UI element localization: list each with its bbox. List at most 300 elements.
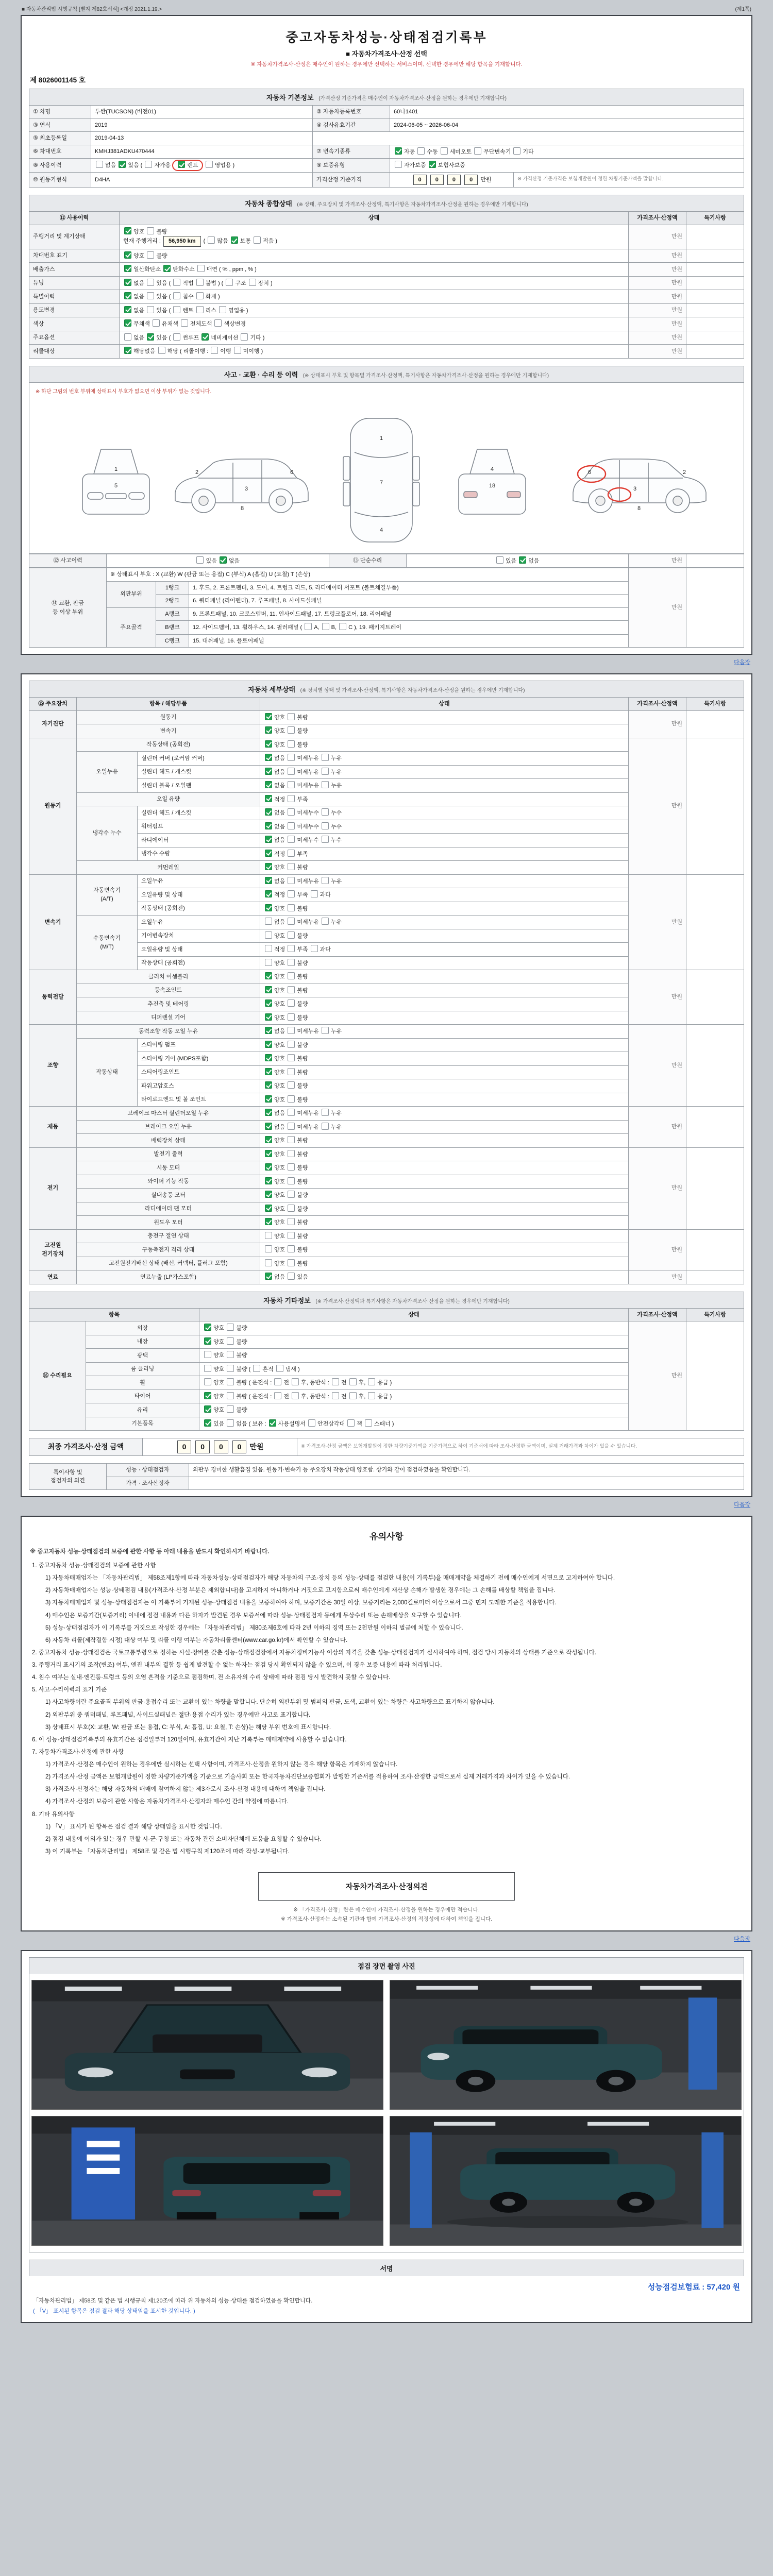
- table-cell: 오일누유: [77, 752, 138, 793]
- checkbox-empty-icon: [288, 836, 295, 843]
- table-row: [29, 568, 744, 582]
- table-cell: 양호 불량: [260, 956, 629, 970]
- checkbox-empty-icon: [265, 931, 272, 939]
- table-cell: 타이어: [86, 1389, 199, 1403]
- checkbox-checked-icon: [265, 754, 272, 761]
- table-cell: 해당없음 해당 ( 리콜이행 : 이행 미이행 ): [120, 345, 629, 359]
- inspection-period-value: 2024-06-05 ~ 2026-06-04: [390, 118, 744, 132]
- checkbox-empty-icon: [288, 822, 295, 829]
- checkbox-empty-icon: [274, 1378, 281, 1385]
- model-year-value: 2019: [91, 118, 313, 132]
- table-cell: 작동상태 (공회전): [77, 738, 260, 752]
- table-cell: [686, 554, 744, 568]
- table-row: [29, 172, 744, 188]
- section-photos-title: 점검 장면 촬영 사진: [358, 1962, 415, 1970]
- vin-value: KMHJ381ADKU470444: [91, 145, 313, 159]
- table-cell: 오일누유: [138, 916, 260, 929]
- table-cell: 양호 불량: [199, 1335, 629, 1349]
- table-cell: 양호 불량: [260, 1243, 629, 1257]
- notice-line: 1. 중고자동차 성능·상태점검의 보증에 관한 사항: [32, 1563, 156, 1569]
- notice-line: 8. 기타 유의사항: [32, 1811, 75, 1818]
- group-powertrain: 동력전달: [29, 970, 77, 1025]
- table-cell: 1. 후드, 2. 프론트펜더, 3. 도어, 4. 트렁크 리드, 5. 라디에이터 서포트 (볼트체결부품): [189, 581, 629, 595]
- boxed-value: 56,950 km: [163, 236, 201, 247]
- table-cell: 실린더 블록 / 오일팬: [138, 779, 260, 793]
- table-cell: 양호 불량: [260, 984, 629, 997]
- table-cell: [686, 1321, 744, 1431]
- checkbox-checked-icon: [119, 161, 126, 168]
- table-cell: 작동상태 (공회전): [138, 902, 260, 916]
- checkbox-empty-icon: [311, 945, 318, 952]
- reg-no-value: 60나1401: [390, 106, 744, 119]
- checkbox-empty-icon: [322, 1027, 329, 1034]
- table-cell: [686, 970, 744, 1025]
- table-cell: 만원: [629, 874, 686, 970]
- field-label-inspection-period: ④ 검사유효기간: [313, 118, 390, 132]
- checkbox-empty-icon: [227, 1419, 234, 1427]
- table-cell: [313, 132, 744, 145]
- table-cell: 만원: [629, 317, 686, 331]
- table-cell: 양호 불량: [260, 970, 629, 984]
- document-number: 제 8026001145 호: [30, 76, 86, 84]
- diagram-num-front-fender-l: 2: [195, 469, 199, 476]
- checkbox-empty-icon: [265, 959, 272, 966]
- table-cell: 기어변속장치: [138, 929, 260, 943]
- table-row: [29, 1270, 744, 1284]
- table-cell: 브레이크 오일 누유: [77, 1120, 260, 1134]
- card-main-info: [21, 15, 752, 655]
- group-brake: 제동: [29, 1107, 77, 1148]
- checkbox-empty-icon: [349, 1392, 357, 1399]
- notice-line: 2) 가격조사·산정 금액은 보험개발원이 정한 차량기준가액을 기준으로 기술사회 또는 한국자동차진단보증협회가 발행한 기준서를 적용하여 조사·산정한 금액으로서 실제 거래가격과 차이가 있을 수 있습니다.: [45, 1774, 570, 1781]
- main-frame-group: 주요골격: [107, 607, 156, 648]
- checkbox-empty-icon: [322, 877, 329, 884]
- checkbox-empty-icon: [288, 754, 295, 761]
- table-cell: 양호 불량 ( 흔적 냄새 ): [199, 1362, 629, 1376]
- checkbox-checked-icon: [124, 227, 131, 234]
- table-cell: 양호 불량: [260, 1189, 629, 1202]
- checkbox-empty-icon: [322, 808, 329, 816]
- table-cell: 양호 불량: [260, 1065, 629, 1079]
- overall-status-table: [29, 211, 744, 359]
- final-price-table: [29, 1438, 744, 1456]
- table-cell: [686, 738, 744, 874]
- row-odometer: 주행거리 및 계기상태: [29, 225, 120, 249]
- checkbox-empty-icon: [265, 1259, 272, 1266]
- checkbox-empty-icon: [322, 754, 329, 761]
- table-cell: 오일누유: [138, 874, 260, 888]
- diagram-num-sill-r: 8: [637, 505, 641, 512]
- inspector-label: 성능 · 상태점검자: [107, 1464, 189, 1477]
- table-cell: 양호 불량: [199, 1321, 629, 1335]
- table-row: [29, 145, 744, 159]
- table-cell: 워터펌프: [138, 820, 260, 834]
- section-basic-note: (가격산정 기준가격은 매수인이 자동차가격조사·산정을 원하는 경우에만 기재합니다): [318, 96, 507, 101]
- field-label-vin: ⑥ 차대번호: [29, 145, 91, 159]
- table-cell: 작동상태: [77, 1038, 138, 1107]
- table-cell: 등속조인트: [77, 984, 260, 997]
- table-cell: 없음 미세누수 누수: [260, 834, 629, 848]
- table-cell: 기본품목: [86, 1417, 199, 1431]
- table-cell: 상태: [260, 698, 629, 711]
- table-cell: 만원: [629, 1147, 686, 1229]
- table-row: [29, 874, 744, 888]
- field-label-model-year: ③ 연식: [29, 118, 91, 132]
- base-price-value: 0 0 0 0 만원: [390, 172, 514, 188]
- table-cell: [686, 345, 744, 359]
- next-page-link[interactable]: 다음장: [734, 659, 750, 666]
- table-cell: 양호 불량: [260, 1257, 629, 1270]
- checkbox-empty-icon: [211, 347, 218, 354]
- accident-history-label: ⑫ 사고이력: [29, 554, 107, 568]
- table-cell: 1랭크: [156, 581, 189, 595]
- warranty-type-value: 자가보증 보험사보증: [390, 159, 744, 173]
- checkbox-empty-icon: [339, 623, 346, 630]
- lift-post: [688, 1997, 717, 2090]
- table-row: [29, 345, 744, 359]
- diagram-num-door-r: 3: [633, 485, 637, 492]
- table-cell: 광택: [86, 1349, 199, 1363]
- row-usage-change: 용도변경: [29, 303, 120, 317]
- checkbox-checked-icon: [163, 265, 171, 272]
- checkbox-empty-icon: [234, 347, 241, 354]
- table-cell: 없음 미세누유 누유: [260, 779, 629, 793]
- engine-type-value: D4HA: [91, 172, 313, 188]
- checkbox-checked-icon: [395, 147, 402, 155]
- diagram-num-trunk: 4: [379, 527, 383, 533]
- checkbox-empty-icon: [147, 306, 154, 313]
- checkbox-empty-icon: [265, 945, 272, 952]
- overall-status-body: [29, 212, 744, 359]
- checkbox-checked-icon: [204, 1405, 211, 1413]
- notice-line: 3) 이 기록부는 「자동차관리법」 제58조 및 같은 법 시행규칙 제120조에 따라 작성·교부됩니다.: [45, 1848, 290, 1855]
- checkbox-empty-icon: [322, 1109, 329, 1116]
- table-cell: 스티어링조인트: [138, 1065, 260, 1079]
- table-cell: 양호 불량: [120, 249, 629, 263]
- table-cell: 원동기: [77, 710, 260, 724]
- table-cell: 만원: [629, 970, 686, 1025]
- section-etc-note: (※ 가격조사·산정액과 특기사항은 자동차가격조사·산정을 원하는 경우에만 기재합니다): [315, 1298, 510, 1304]
- table-cell: [686, 710, 744, 738]
- row-vin-marking: 차대번호 표기: [29, 249, 120, 263]
- table-row: [29, 1477, 744, 1490]
- diagram-num-rear-panel: 18: [489, 482, 496, 489]
- accident-legend-table: [29, 568, 744, 648]
- checkbox-empty-icon: [204, 1365, 211, 1372]
- checkbox-empty-icon: [288, 890, 295, 897]
- final-price-note: ※ 가격조사·산정 금액은 보험개발원이 정한 차량기준가액을 기준가격으로 하여 기준서에 따라 조사·산정한 금액이며, 실제 거래가격과 차이가 있을 수 있습니다.: [297, 1438, 744, 1456]
- checkbox-empty-icon: [288, 1109, 295, 1116]
- table-row: [29, 1025, 744, 1039]
- table-cell: 무채색 유채색 전체도색 색상변경: [120, 317, 629, 331]
- table-cell: 스티어링 펌프: [138, 1038, 260, 1052]
- sign-check-note-line: ( 「V」 표시된 항목은 점검 결과 해당 상태임을 표시한 것입니다. ): [33, 2308, 195, 2314]
- checkbox-empty-icon: [288, 1068, 295, 1075]
- section-detail-title: 자동차 세부상태: [248, 686, 295, 693]
- table-cell: [686, 225, 744, 249]
- table-cell: [686, 290, 744, 304]
- checkbox-checked-icon: [147, 333, 154, 341]
- simple-repair-value: 있음 없음: [406, 554, 629, 568]
- table-cell: 냉각수 누수: [77, 806, 138, 861]
- etc-info-table: [29, 1308, 744, 1431]
- table-cell: 오일 유량: [77, 792, 260, 806]
- table-cell: 실린더 커버 (로커암 커버): [138, 752, 260, 766]
- checkbox-empty-icon: [288, 1163, 295, 1171]
- status-code-legend: ※ 상태표시 부호 : X (교환) W (판금 또는 용접) C (부식) A (흠집) U (요철) T (손상): [107, 568, 629, 582]
- table-cell: 양호 불량: [260, 1011, 629, 1025]
- checkbox-checked-icon: [124, 265, 131, 272]
- inspection-photo-rear-banner: [31, 2116, 383, 2246]
- table-cell: 일산화탄소 탄화수소 매연 ( % , ppm , % ): [120, 263, 629, 277]
- checkbox-checked-icon: [265, 1013, 272, 1021]
- notice-line: 1) 가격조사·산정은 매수인이 원하는 경우에만 실시하는 선택 사항이며, 가격조사·산정을 원하지 않는 경우 해당 항목은 기재하지 않습니다.: [45, 1761, 398, 1768]
- table-cell: C랭크: [156, 634, 189, 648]
- checkbox-empty-icon: [147, 279, 154, 286]
- section-accident-header: [29, 366, 744, 382]
- table-row: [29, 106, 744, 119]
- checkbox-empty-icon: [288, 1191, 295, 1198]
- table-cell: [686, 249, 744, 263]
- checkbox-checked-icon: [265, 1273, 272, 1280]
- group-transmission: 변속기: [29, 874, 77, 970]
- checkbox-checked-icon: [265, 768, 272, 775]
- next-page-link[interactable]: 다음장: [734, 1502, 750, 1508]
- etc-info-body: [29, 1308, 744, 1431]
- table-cell: 수동변속기 (M/T): [77, 916, 138, 970]
- checkbox-empty-icon: [322, 623, 329, 630]
- diagram-num-front-fender-r: 2: [682, 469, 686, 476]
- table-cell: 만원: [629, 1270, 686, 1284]
- document-title: 중고자동차성능·상태점검기록부: [285, 30, 488, 45]
- field-label-engine-type: ⑩ 원동기형식: [29, 172, 91, 188]
- checkbox-empty-icon: [214, 319, 222, 327]
- table-cell: 양호 불량: [260, 997, 629, 1011]
- boxed-value: 0: [195, 1440, 210, 1453]
- checkbox-checked-icon: [265, 781, 272, 788]
- table-cell: 6. 쿼터패널 (리어펜더), 7. 루프패널, 8. 사이드실패널: [189, 595, 629, 608]
- table-cell: [686, 1229, 744, 1270]
- checkbox-checked-icon: [265, 877, 272, 884]
- field-label-base-price: 가격산정 기준가격: [313, 172, 390, 188]
- table-cell: 유리: [86, 1403, 199, 1417]
- checkbox-empty-icon: [322, 768, 329, 775]
- checkbox-checked-icon: [124, 279, 131, 286]
- table-cell: ⑮ 주요장치: [29, 698, 77, 711]
- checkbox-empty-icon: [227, 1405, 234, 1413]
- group-electric: 전기: [29, 1147, 77, 1229]
- appraiser-label: 가격 · 조사산정자: [107, 1477, 189, 1490]
- card-detail-status: [21, 673, 752, 1497]
- checkbox-empty-icon: [288, 1081, 295, 1089]
- table-cell: 양호 불량: [260, 1229, 629, 1243]
- lift-post-right: [701, 2132, 724, 2228]
- table-cell: 양호 불량: [199, 1403, 629, 1417]
- table-cell: 윈도우 모터: [77, 1216, 260, 1230]
- checkbox-empty-icon: [292, 1378, 299, 1385]
- next-page-link[interactable]: 다음장: [734, 1936, 750, 1942]
- table-cell: 없음 미세누유 누유: [260, 765, 629, 779]
- checkbox-empty-icon: [288, 918, 295, 925]
- checkbox-empty-icon: [288, 931, 295, 939]
- checkbox-empty-icon: [288, 1027, 295, 1034]
- checkbox-empty-icon: [227, 1351, 234, 1358]
- table-cell: 적정 부족: [260, 847, 629, 861]
- notice-line: 3. 주행거리 표시기의 조작(변조) 여부, 엔진 내부의 결함 등 쉽게 발견할 수 없는 하자는 점검 당시 확인되지 않을 수 있으며, 이 경우 보증 내용에 따라 처리됩니다.: [32, 1662, 442, 1668]
- row-options: 주요옵션: [29, 331, 120, 345]
- table-cell: 만원: [629, 1229, 686, 1270]
- group-steering: 조향: [29, 1025, 77, 1107]
- checkbox-empty-icon: [349, 1378, 357, 1385]
- checkbox-empty-icon: [322, 822, 329, 829]
- checkbox-empty-icon: [368, 1392, 375, 1399]
- checkbox-checked-icon: [519, 556, 526, 564]
- checkbox-empty-icon: [292, 1392, 299, 1399]
- table-cell: 라디에이터: [138, 834, 260, 848]
- checkbox-empty-icon: [496, 556, 503, 564]
- col-header-status: 상태: [120, 212, 629, 225]
- checkbox-empty-icon: [173, 292, 180, 299]
- table-cell: 2랭크: [156, 595, 189, 608]
- checkbox-checked-icon: [204, 1392, 211, 1399]
- table-cell: 디퍼렌셜 기어: [77, 1011, 260, 1025]
- checkbox-empty-icon: [513, 147, 520, 155]
- checkbox-checked-icon: [265, 1123, 272, 1130]
- table-cell: 양호 불량: [260, 1038, 629, 1052]
- table-row: [29, 132, 744, 145]
- table-cell: 만원: [629, 1321, 686, 1431]
- checkbox-checked-icon: [265, 1150, 272, 1157]
- checkbox-empty-icon: [227, 1378, 234, 1385]
- checkbox-checked-icon: [265, 795, 272, 802]
- table-cell: 배력장치 상태: [77, 1134, 260, 1148]
- usage-history-value: 없음 있음 ( 자가용 렌트 영업용 ): [91, 159, 313, 173]
- table-cell: [686, 1107, 744, 1148]
- page-indicator: (제1쪽): [735, 7, 751, 12]
- table-cell: [686, 1270, 744, 1284]
- left-side-view: [175, 459, 308, 513]
- table-row: [29, 1107, 744, 1121]
- checkbox-checked-icon: [265, 1095, 272, 1103]
- table-row: [29, 212, 744, 225]
- diagram-num-quarter-l: 6: [290, 469, 294, 476]
- checkbox-empty-icon: [227, 1365, 234, 1372]
- checkbox-empty-icon: [322, 918, 329, 925]
- col-header-remarks: 특기사항: [686, 212, 744, 225]
- table-cell: A랭크: [156, 607, 189, 621]
- checkbox-checked-icon: [231, 236, 238, 244]
- table-cell: 9. 프론트패널, 10. 크로스멤버, 11. 인사이드패널, 17. 트렁크플로어, 18. 리어패널: [189, 607, 629, 621]
- table-cell: 없음 있음 ( 적법 불법 ) ( 구조 장치 ): [120, 276, 629, 290]
- checkbox-empty-icon: [197, 265, 205, 272]
- table-cell: [686, 1025, 744, 1107]
- table-cell: 양호 불량: [260, 902, 629, 916]
- exchange-panel-label: ⑭ 교환, 판금 등 이상 부위: [29, 568, 107, 648]
- field-label-car-name: ① 차명: [29, 106, 91, 119]
- checkbox-checked-icon: [265, 1109, 272, 1116]
- table-cell: 만원: [629, 710, 686, 738]
- checkbox-empty-icon: [288, 1150, 295, 1157]
- table-cell: 적정 부족: [260, 792, 629, 806]
- checkbox-checked-icon: [265, 1068, 272, 1075]
- checkbox-empty-icon: [347, 1419, 355, 1427]
- checkbox-empty-icon: [196, 292, 204, 299]
- price-appraisal-select: ■ 자동차가격조사·산정 선택: [346, 50, 427, 58]
- checkbox-empty-icon: [288, 972, 295, 979]
- checkbox-empty-icon: [274, 1392, 281, 1399]
- boxed-value: 0: [177, 1440, 192, 1453]
- section-overall-title: 자동차 종합상태: [245, 200, 292, 208]
- card-notices: [21, 1516, 752, 1931]
- outer-panel-group: 외판부위: [107, 581, 156, 607]
- front-view: [82, 449, 149, 514]
- checkbox-checked-icon: [265, 808, 272, 816]
- inspector-opinion: 외판부 경미한 생활흠집 있음. 원동기·변속기 등 주요장치 작동상태 양호함. 상기와 같이 점검하였음을 확인합니다.: [189, 1464, 744, 1477]
- table-cell: 없음 미세누수 누수: [260, 806, 629, 820]
- table-cell: 양호 불량: [260, 1175, 629, 1189]
- checkbox-empty-icon: [208, 236, 215, 244]
- checkbox-empty-icon: [173, 333, 180, 341]
- diagram-note: ※ 하단 그림의 번호 부위에 상태표시 부호가 없으면 이상 부위가 없는 것입니다.: [36, 388, 212, 395]
- table-cell: 룸 클리닝: [86, 1362, 199, 1376]
- checkbox-empty-icon: [196, 279, 204, 286]
- checkbox-checked-icon: [269, 1419, 276, 1427]
- first-reg-date-value: 2019-04-13: [91, 132, 313, 145]
- checkbox-empty-icon: [368, 1378, 375, 1385]
- table-cell: 가격조사·산정액: [629, 698, 686, 711]
- table-cell: 양호 불량: [260, 710, 629, 724]
- notice-line: 4) 매수인은 보증기간(보증거리) 이내에 점검 내용과 다른 하자가 발견된 경우 보증서에 따라 성능·상태점검자 등에게 무상수리 또는 손해배상을 요구할 수 있습니다.: [45, 1612, 462, 1619]
- row-special-history: 특별이력: [29, 290, 120, 304]
- table-cell: [686, 1147, 744, 1229]
- car-name-value: 투싼(TUCSON) (버전01): [91, 106, 313, 119]
- checkbox-empty-icon: [288, 726, 295, 734]
- table-cell: 양호 불량 ( 운전석 : 전 후, 동반석 : 전 후, 응급 ): [199, 1389, 629, 1403]
- section-sign-title: 서명: [380, 2265, 393, 2273]
- checkbox-empty-icon: [204, 1351, 211, 1358]
- checkbox-checked-icon: [265, 890, 272, 897]
- table-cell: 양호 불량: [260, 1202, 629, 1216]
- table-cell: 만원: [629, 276, 686, 290]
- table-cell: 가격조사·산정액: [629, 1308, 686, 1321]
- checkbox-empty-icon: [147, 292, 154, 299]
- checkbox-empty-icon: [288, 1205, 295, 1212]
- table-row: [29, 738, 744, 752]
- accident-history-table: [29, 554, 744, 568]
- field-label-reg-no: ② 자동차등록번호: [313, 106, 390, 119]
- table-cell: 없음 미세누유 누유: [260, 874, 629, 888]
- field-label-transmission: ⑦ 변속기종류: [313, 145, 390, 159]
- checkbox-empty-icon: [204, 1378, 211, 1385]
- checkbox-checked-icon: [265, 850, 272, 857]
- diagram-num-roof: 7: [379, 479, 383, 486]
- group-self-diagnosis: 자기진단: [29, 710, 77, 738]
- section-basic-header: [29, 89, 744, 105]
- checkbox-empty-icon: [322, 781, 329, 788]
- table-cell: 와이퍼 기능 작동: [77, 1175, 260, 1189]
- table-cell: 없음 미세누유 누유: [260, 752, 629, 766]
- checkbox-empty-icon: [311, 890, 318, 897]
- table-cell: 없음 미세누유 누유: [260, 1107, 629, 1121]
- accident-history-value: 있음 없음: [107, 554, 329, 568]
- table-cell: 커먼레일: [77, 861, 260, 875]
- notice-line: 3) 자동차매매업자 및 성능·상태점검자는 이 기록부에 기재된 성능·상태점검 내용을 보증하여야 하며, 보증기간은 30일 이상, 보증거리는 2,000킬로미터 이상으로서 그중 먼저 도래한 기준을 적용합니다.: [45, 1600, 557, 1606]
- diagram-num-sill-l: 8: [240, 505, 244, 512]
- table-cell: 동력조향 작동 오일 누유: [77, 1025, 260, 1039]
- checkbox-checked-icon: [265, 1163, 272, 1171]
- car-damage-diagram: [52, 397, 721, 551]
- checkbox-empty-icon: [96, 161, 103, 168]
